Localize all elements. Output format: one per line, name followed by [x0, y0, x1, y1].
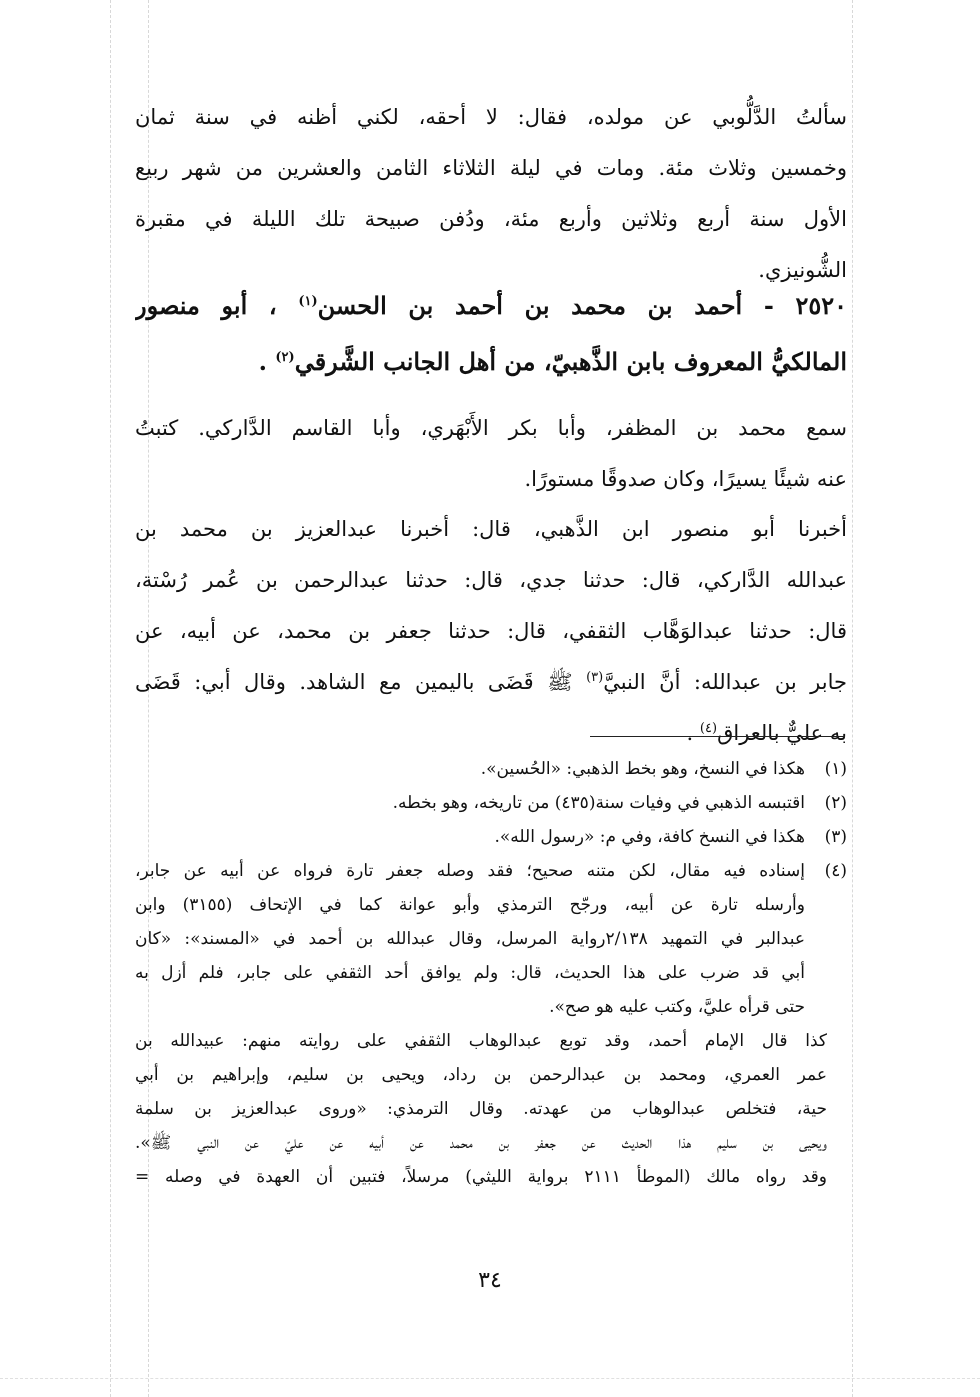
punctuation: . — [258, 347, 268, 376]
text-run: ﷺ قَضَى باليمين مع الشاهد. وقال أبي: قَضَى — [135, 670, 573, 694]
footnote-line: هكذا في النسخ كافة، وفي م: «رسول الله». — [494, 827, 805, 847]
footnote-line: حتى قرأه عليَّ، وكتب عليه هو صح». — [549, 997, 805, 1017]
footnote-ref[interactable]: (٤) — [699, 721, 718, 736]
entry-heading-line — [135, 278, 847, 334]
text-line: سمع محمد بن المظفر، وأبا بكر الأَبْهَري، وأبا القاسم الدَّاركي. كتبتُ — [135, 416, 847, 440]
text-line: عبدالله الدَّاركي، قال: حدثنا جدي، قال: حدثنا عبدالرحمن بن عُمر رُسْتة، — [135, 568, 847, 592]
entry-heading-line — [135, 334, 847, 390]
entry-nisba: المالكيُّ المعروف بابن الذَّهبيّ، من أهل الجانب الشَّرقي — [294, 347, 847, 376]
scan-guide-line — [110, 0, 111, 1397]
footnote-ref[interactable]: (٢) — [275, 350, 295, 365]
footnotes — [135, 752, 847, 1194]
footnote-separator — [590, 736, 845, 737]
footnote-line: عبدالبر في التمهيد ٢/١٣٨رواية المرسل، وقال عبدالله بن أحمد في «المسند»: «كان — [135, 929, 805, 949]
footnote-line: أبي قد ضرب على هذا الحديث، قال: ولم يوافق أحد الثقفي على جابر، فلم أزل به — [135, 963, 805, 983]
text-line: أخبرنا أبو منصور ابن الذَّهبي، قال: أخبرنا عبدالعزيز بن محمد بن — [135, 517, 847, 541]
footnote-number: (١) — [824, 759, 847, 779]
entry-name: ٢٥٢٠ - أحمد بن محمد بن أحمد بن الحسن — [317, 291, 847, 320]
text-line: الشُّونيزي. — [758, 258, 847, 282]
paragraph-death-date — [135, 92, 847, 296]
footnote-line: هكذا في النسخ، وهو بخط الذهبي: «الحُسين». — [480, 759, 805, 779]
entry-kunya: ، أبو منصور — [135, 291, 277, 320]
entry-heading — [135, 278, 847, 390]
footnote-2 — [135, 786, 847, 820]
footnote-line: عمر العمري، ومحمد بن عبدالرحمن بن رداد، ويحيى بن سليم، وإبراهيم بن أبي — [135, 1065, 827, 1085]
footnote-line: كذا قال الإمام أحمد، وقد توبع عبدالوهاب الثقفي على روايته منهم: عبيدالله بن — [135, 1031, 827, 1051]
footnote-number: (٢) — [824, 793, 847, 813]
page-number: ٣٤ — [478, 1268, 502, 1293]
paragraph-hadith-chain — [135, 504, 847, 759]
footnote-4 — [135, 854, 847, 1024]
text-line: سألتُ الدَّلُّوبي عن مولده، فقال: لا أحقه، لكني أظنه في سنة ثمان — [135, 105, 847, 129]
text-run: به عليٌّ بالعراق — [717, 721, 847, 745]
footnote-ref[interactable]: (٣) — [586, 670, 604, 685]
footnote-line: ويحيى بن سليم هذا الحديث عن جعفر بن محمد عن أبيه عن عليّ عن النبي ﷺ». — [135, 1133, 827, 1153]
text-line — [135, 657, 847, 708]
footnote-line: حية، فتخلص عبدالوهاب من عهدته. وقال الترمذي: «وروى عبدالعزيز بن سلمة — [135, 1099, 827, 1119]
text-run: جابر بن عبدالله: أنَّ النبيَّ — [603, 670, 847, 694]
scan-guide-line — [852, 0, 853, 1397]
text-line: وخمسين وثلاث مئة. ومات في ليلة الثلاثاء الثامن والعشرين من شهر ربيع — [135, 156, 847, 180]
text-line: عنه شيئًا يسيرًا، وكان صدوقًا مستورًا. — [524, 467, 847, 491]
footnote-3 — [135, 820, 847, 854]
footnote-continuation — [135, 1024, 847, 1194]
footnote-ref[interactable]: (١) — [298, 294, 318, 309]
text-line: الأول سنة أربع وثلاثين وأربع مئة، ودُفن صبيحة تلك الليلة في مقبرة — [135, 207, 847, 231]
footnote-line: إسناده فيه مقال، لكن متنه صحيح؛ فقد وصله جعفر تارة فرواه عن أبيه عن جابر، — [135, 861, 805, 881]
footnote-number: (٤) — [824, 861, 847, 881]
footnote-line: اقتبسه الذهبي في وفيات سنة(٤٣٥) من تاريخه، وهو بخطه. — [392, 793, 805, 813]
paragraph-teachers — [135, 403, 847, 505]
scan-guide-line — [0, 1378, 980, 1379]
footnote-number: (٣) — [824, 827, 847, 847]
footnote-line: وقد رواه مالك (الموطأ ٢١١١ برواية الليثي) مرسلاً، فتبين أن العهدة في وصله = — [135, 1167, 827, 1187]
text-run: . — [686, 721, 694, 745]
text-line: قال: حدثنا عبدالوَهَّاب الثقفي، قال: حدثنا جعفر بن محمد، عن أبيه، عن — [135, 619, 847, 643]
footnote-1 — [135, 752, 847, 786]
footnote-line: وأرسله تارة عن أبيه، ورجّح الترمذي وأبو عوانة كما في الإتحاف (٣١٥٥) وابن — [135, 895, 805, 915]
